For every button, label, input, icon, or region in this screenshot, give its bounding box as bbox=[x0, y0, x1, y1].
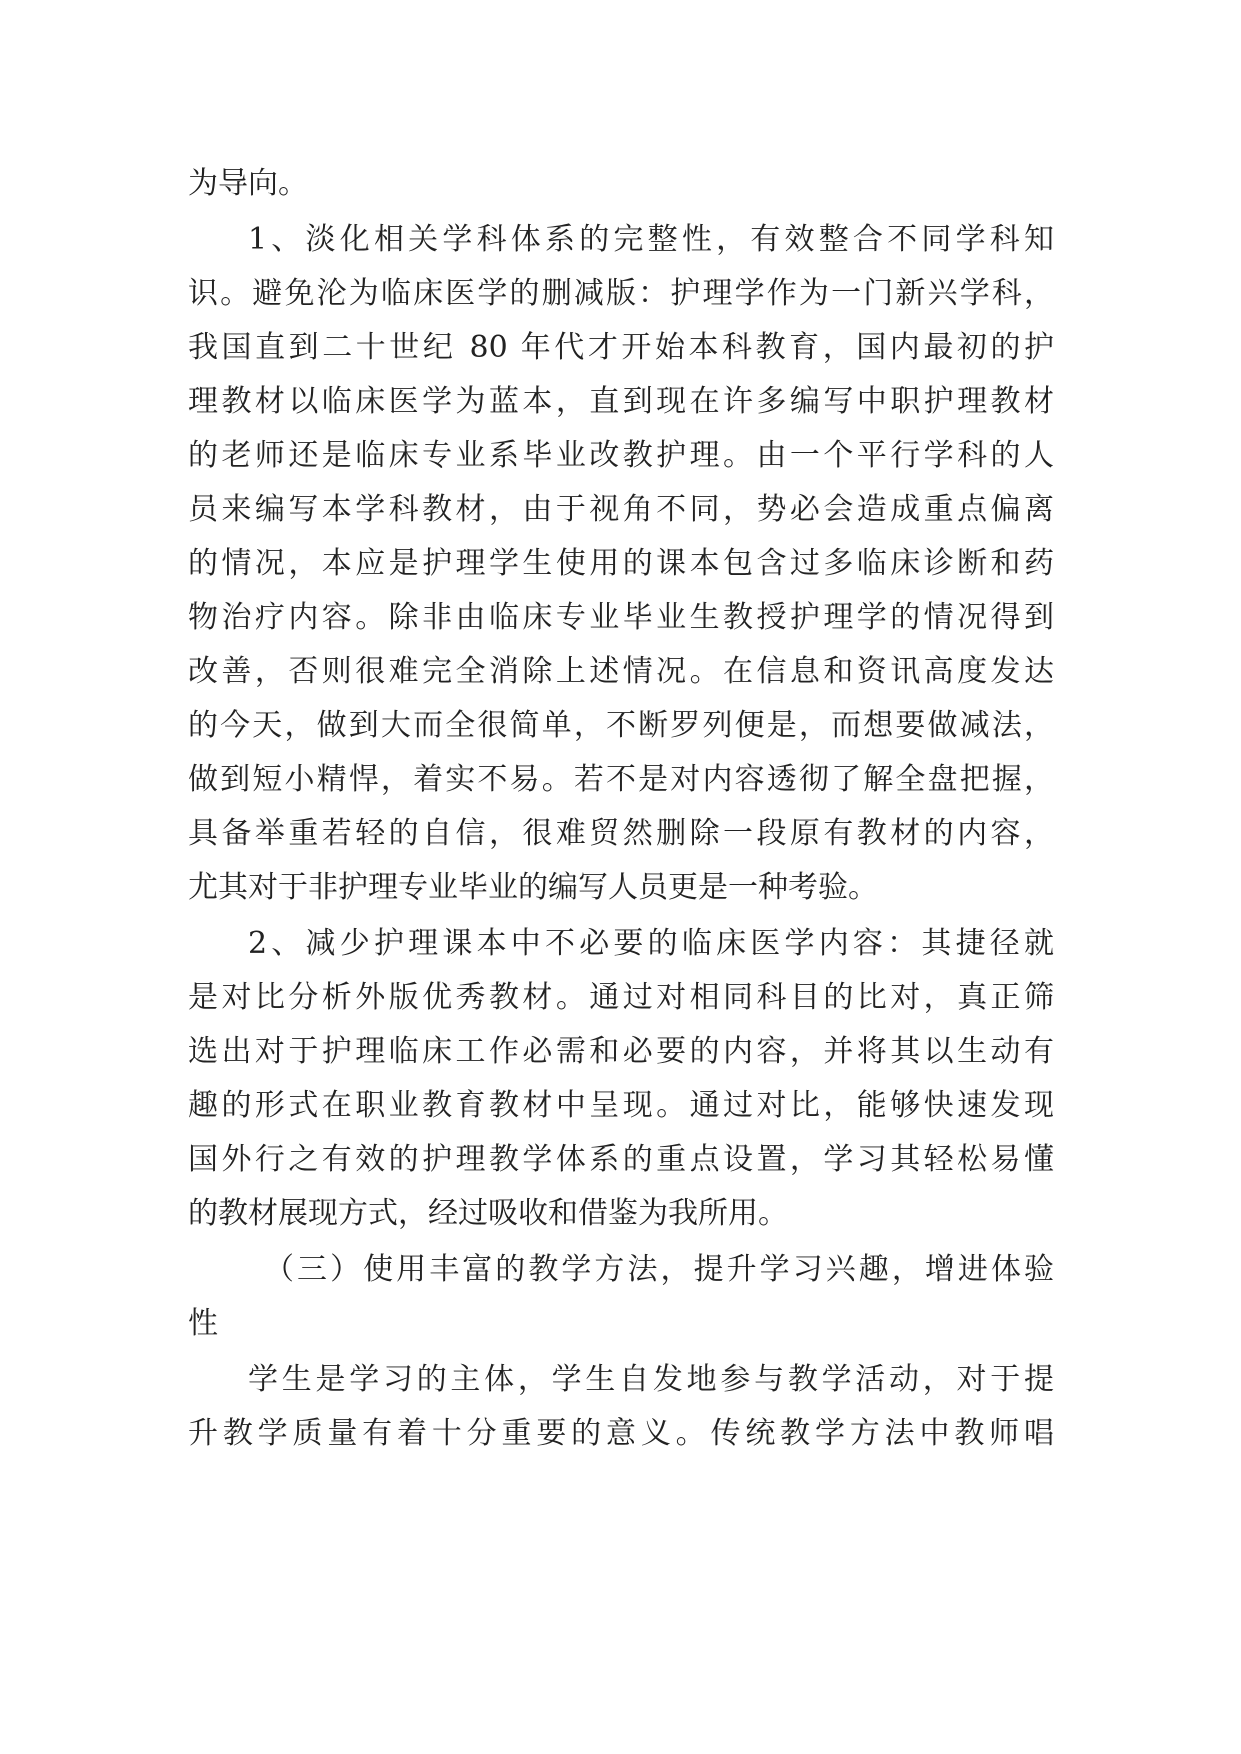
paragraph-start-line: 1、淡化相关学科体系的完整性，有效整合不同学科知 bbox=[248, 222, 1054, 257]
text-line: 选出对于护理临床工作必需和必要的内容，并将其以生动有 bbox=[188, 1034, 1054, 1069]
paragraph-start-line: 2、减少护理课本中不必要的临床医学内容：其捷径就 bbox=[248, 926, 1054, 961]
text-line: 理教材以临床医学为蓝本，直到现在许多编写中职护理教材 bbox=[188, 384, 1054, 419]
text-line: 识。避免沦为临床医学的删减版：护理学作为一门新兴学科， bbox=[188, 276, 1054, 311]
text-line: 的今天，做到大而全很简单，不断罗列便是，而想要做减法， bbox=[188, 708, 1054, 743]
section-heading: （三）使用丰富的教学方法，提升学习兴趣，增进体验 bbox=[264, 1252, 1054, 1287]
text-line: 我国直到二十世纪 80 年代才开始本科教育，国内最初的护 bbox=[188, 330, 1054, 365]
text-line: 具备举重若轻的自信，很难贸然删除一段原有教材的内容， bbox=[188, 816, 1054, 851]
text-line: 员来编写本学科教材，由于视角不同，势必会造成重点偏离 bbox=[188, 492, 1054, 527]
text-line: 做到短小精悍，着实不易。若不是对内容透彻了解全盘把握， bbox=[188, 762, 1054, 797]
text-line: 为导向。 bbox=[188, 166, 308, 201]
text-line: 的老师还是临床专业系毕业改教护理。由一个平行学科的人 bbox=[188, 438, 1054, 473]
text-line: 改善，否则很难完全消除上述情况。在信息和资讯高度发达 bbox=[188, 654, 1054, 689]
text-line: 的教材展现方式，经过吸收和借鉴为我所用。 bbox=[188, 1196, 788, 1231]
text-line: 是对比分析外版优秀教材。通过对相同科目的比对，真正筛 bbox=[188, 980, 1054, 1015]
text-line: 的情况，本应是护理学生使用的课本包含过多临床诊断和药 bbox=[188, 546, 1054, 581]
text-line: 国外行之有效的护理教学体系的重点设置，学习其轻松易懂 bbox=[188, 1142, 1054, 1177]
paragraph-start-line: 学生是学习的主体，学生自发地参与教学活动，对于提 bbox=[248, 1362, 1054, 1397]
text-line: 尤其对于非护理专业毕业的编写人员更是一种考验。 bbox=[188, 870, 878, 905]
section-heading-continued: 性 bbox=[188, 1306, 218, 1341]
text-line: 升教学质量有着十分重要的意义。传统教学方法中教师唱 bbox=[188, 1416, 1054, 1451]
text-line: 物治疗内容。除非由临床专业毕业生教授护理学的情况得到 bbox=[188, 600, 1054, 635]
text-line: 趣的形式在职业教育教材中呈现。通过对比，能够快速发现 bbox=[188, 1088, 1054, 1123]
